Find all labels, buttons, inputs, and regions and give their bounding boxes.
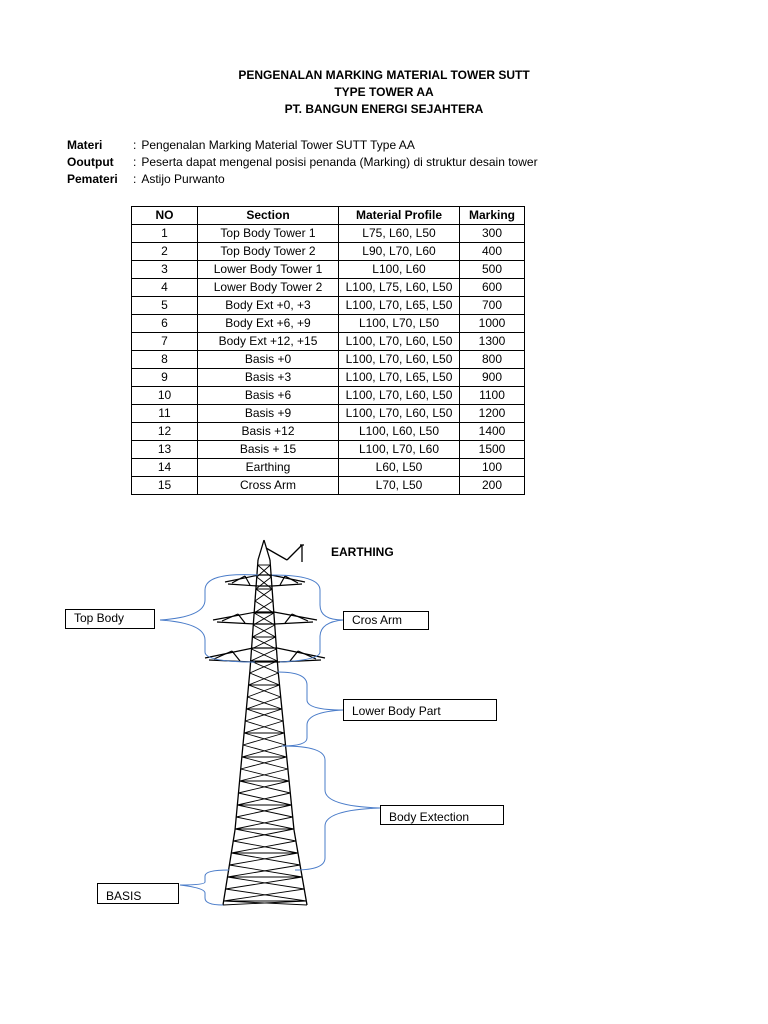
cell-no: 10 xyxy=(132,387,198,405)
cell-marking: 500 xyxy=(460,261,525,279)
lattice-member xyxy=(255,601,274,613)
cell-no: 3 xyxy=(132,261,198,279)
cell-no: 5 xyxy=(132,297,198,315)
cell-section: Basis +3 xyxy=(198,369,339,387)
cell-material-profile: L100, L70, L60, L50 xyxy=(339,333,460,351)
cell-no: 1 xyxy=(132,225,198,243)
cell-section: Top Body Tower 2 xyxy=(198,243,339,261)
cell-section: Body Ext +0, +3 xyxy=(198,297,339,315)
header-marking: Marking xyxy=(460,207,525,225)
cell-no: 6 xyxy=(132,315,198,333)
cell-marking: 1400 xyxy=(460,423,525,441)
cell-section: Basis +6 xyxy=(198,387,339,405)
cell-section: Basis +9 xyxy=(198,405,339,423)
cell-material-profile: L100, L70, L65, L50 xyxy=(339,369,460,387)
cell-section: Body Ext +12, +15 xyxy=(198,333,339,351)
cell-marking: 200 xyxy=(460,477,525,495)
cell-material-profile: L70, L50 xyxy=(339,477,460,495)
cell-material-profile: L100, L70, L50 xyxy=(339,315,460,333)
cell-no: 12 xyxy=(132,423,198,441)
cell-no: 15 xyxy=(132,477,198,495)
cell-section: Basis +12 xyxy=(198,423,339,441)
label-body-extection: Body Extection xyxy=(380,805,504,825)
lattice-member xyxy=(255,589,272,601)
cell-material-profile: L90, L70, L60 xyxy=(339,243,460,261)
output-value: Peserta dapat mengenal posisi penanda (Marking) di struktur desain tower xyxy=(141,155,538,169)
cell-marking: 1500 xyxy=(460,441,525,459)
cell-marking: 100 xyxy=(460,459,525,477)
materi-separator: : xyxy=(133,138,137,152)
cell-marking: 800 xyxy=(460,351,525,369)
lattice-member xyxy=(257,577,272,589)
cell-section: Top Body Tower 1 xyxy=(198,225,339,243)
cell-section: Cross Arm xyxy=(198,477,339,495)
cell-section: Basis +0 xyxy=(198,351,339,369)
cell-no: 7 xyxy=(132,333,198,351)
label-basis: BASIS xyxy=(97,883,179,904)
cell-marking: 300 xyxy=(460,225,525,243)
cell-material-profile: L60, L50 xyxy=(339,459,460,477)
title-line-1: PENGENALAN MARKING MATERIAL TOWER SUTT xyxy=(238,68,530,82)
label-top-body: Top Body xyxy=(65,609,155,629)
cell-marking: 600 xyxy=(460,279,525,297)
materi-value: Pengenalan Marking Material Tower SUTT Type AA xyxy=(141,138,415,152)
output-label: Ooutput xyxy=(67,155,114,169)
cell-no: 2 xyxy=(132,243,198,261)
cell-material-profile: L100, L70, L60, L50 xyxy=(339,405,460,423)
output-separator: : xyxy=(133,155,137,169)
cell-section: Lower Body Tower 2 xyxy=(198,279,339,297)
materi-label: Materi xyxy=(67,138,103,152)
label-lower-body-part: Lower Body Part xyxy=(343,699,497,721)
cell-no: 11 xyxy=(132,405,198,423)
header-material-profile: Material Profile xyxy=(339,207,460,225)
cell-material-profile: L100, L70, L65, L50 xyxy=(339,297,460,315)
pemateri-value: Astijo Purwanto xyxy=(141,172,225,186)
cell-material-profile: L100, L60 xyxy=(339,261,460,279)
cell-material-profile: L100, L60, L50 xyxy=(339,423,460,441)
pemateri-separator: : xyxy=(133,172,137,186)
cell-marking: 1100 xyxy=(460,387,525,405)
cell-no: 9 xyxy=(132,369,198,387)
cell-material-profile: L100, L70, L60 xyxy=(339,441,460,459)
cell-material-profile: L100, L75, L60, L50 xyxy=(339,279,460,297)
cell-marking: 400 xyxy=(460,243,525,261)
cell-section: Earthing xyxy=(198,459,339,477)
tower-structure xyxy=(223,540,307,905)
cell-material-profile: L75, L60, L50 xyxy=(339,225,460,243)
pemateri-label: Pemateri xyxy=(67,172,118,186)
cell-no: 4 xyxy=(132,279,198,297)
label-cros-arm: Cros Arm xyxy=(343,611,429,630)
cell-marking: 1200 xyxy=(460,405,525,423)
header-section: Section xyxy=(198,207,339,225)
lattice-member xyxy=(256,577,271,589)
cell-marking: 900 xyxy=(460,369,525,387)
lattice-member xyxy=(254,601,273,613)
cell-marking: 700 xyxy=(460,297,525,315)
label-earthing: EARTHING xyxy=(331,545,394,559)
cell-no: 13 xyxy=(132,441,198,459)
cell-material-profile: L100, L70, L60, L50 xyxy=(339,387,460,405)
title-line-2: TYPE TOWER AA xyxy=(334,85,434,99)
cell-marking: 1300 xyxy=(460,333,525,351)
cell-section: Lower Body Tower 1 xyxy=(198,261,339,279)
cell-marking: 1000 xyxy=(460,315,525,333)
lattice-member xyxy=(256,589,273,601)
cell-section: Basis + 15 xyxy=(198,441,339,459)
cell-section: Body Ext +6, +9 xyxy=(198,315,339,333)
header-no: NO xyxy=(132,207,198,225)
cell-no: 8 xyxy=(132,351,198,369)
title-line-3: PT. BANGUN ENERGI SEJAHTERA xyxy=(284,102,484,116)
cell-material-profile: L100, L70, L60, L50 xyxy=(339,351,460,369)
cell-no: 14 xyxy=(132,459,198,477)
